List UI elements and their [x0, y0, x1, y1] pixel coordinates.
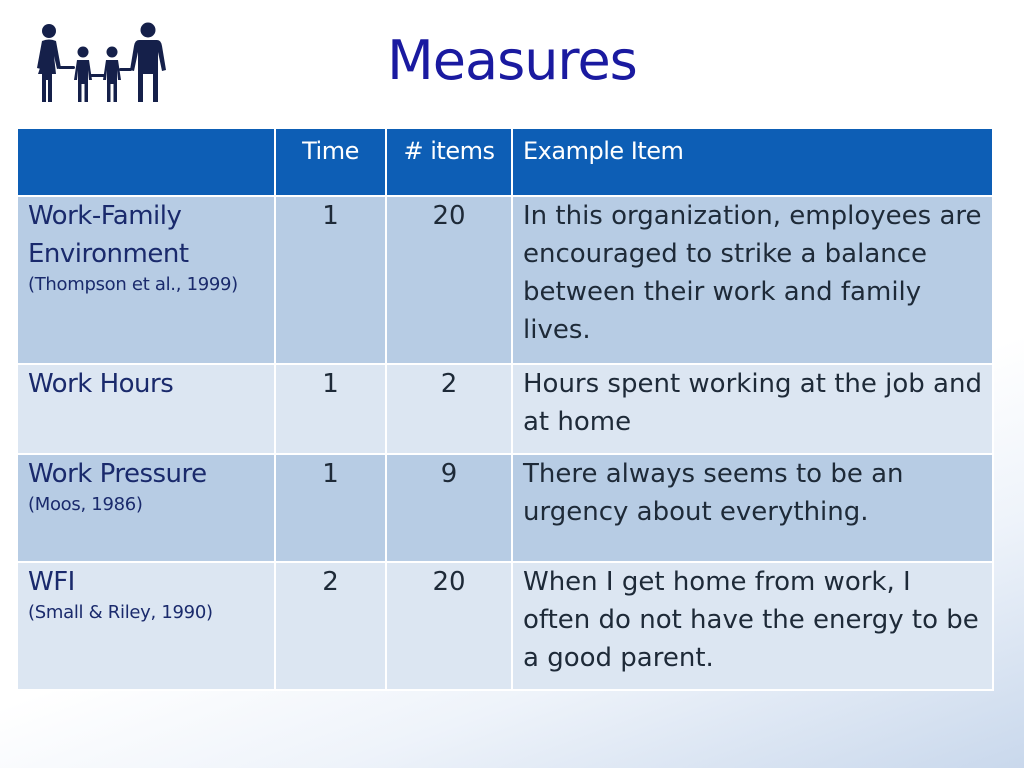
time-cell: 2: [275, 562, 386, 690]
items-cell: 9: [386, 454, 512, 562]
table-row: [17, 562, 993, 690]
measure-cell: [17, 562, 275, 690]
example-cell: There always seems to be an urgency about everything.: [512, 454, 993, 562]
table-header-row: [17, 128, 993, 196]
example-cell: Hours spent working at the job and at home: [512, 364, 993, 454]
header-time: Time: [275, 128, 386, 196]
measure-name: Work Hours: [28, 369, 174, 399]
measure-citation: (Thompson et al., 1999): [28, 274, 238, 295]
measure-citation: (Moos, 1986): [28, 494, 143, 515]
measure-cell: [17, 364, 275, 454]
example-cell: When I get home from work, I often do not have the energy to be a good parent.: [512, 562, 993, 690]
page-title: Measures: [387, 29, 637, 92]
table-row: [17, 454, 993, 562]
table-row: [17, 364, 993, 454]
measure-name: Work-Family Environment: [28, 201, 189, 269]
items-cell: 20: [386, 196, 512, 364]
time-cell: 1: [275, 454, 386, 562]
measure-citation: (Small & Riley, 1990): [28, 602, 213, 623]
measures-table: [16, 127, 994, 691]
items-cell: 2: [386, 364, 512, 454]
items-cell: 20: [386, 562, 512, 690]
table-row: [17, 196, 993, 364]
measure-cell: [17, 454, 275, 562]
header-example-item: Example Item: [512, 128, 993, 196]
header-measure: [17, 128, 275, 196]
example-cell: In this organization, employees are encouraged to strike a balance between their work and family lives.: [512, 196, 993, 364]
time-cell: 1: [275, 196, 386, 364]
measure-cell: [17, 196, 275, 364]
measure-name: WFI: [28, 567, 75, 597]
measure-name: Work Pressure: [28, 459, 207, 489]
header-items: # items: [386, 128, 512, 196]
time-cell: 1: [275, 364, 386, 454]
